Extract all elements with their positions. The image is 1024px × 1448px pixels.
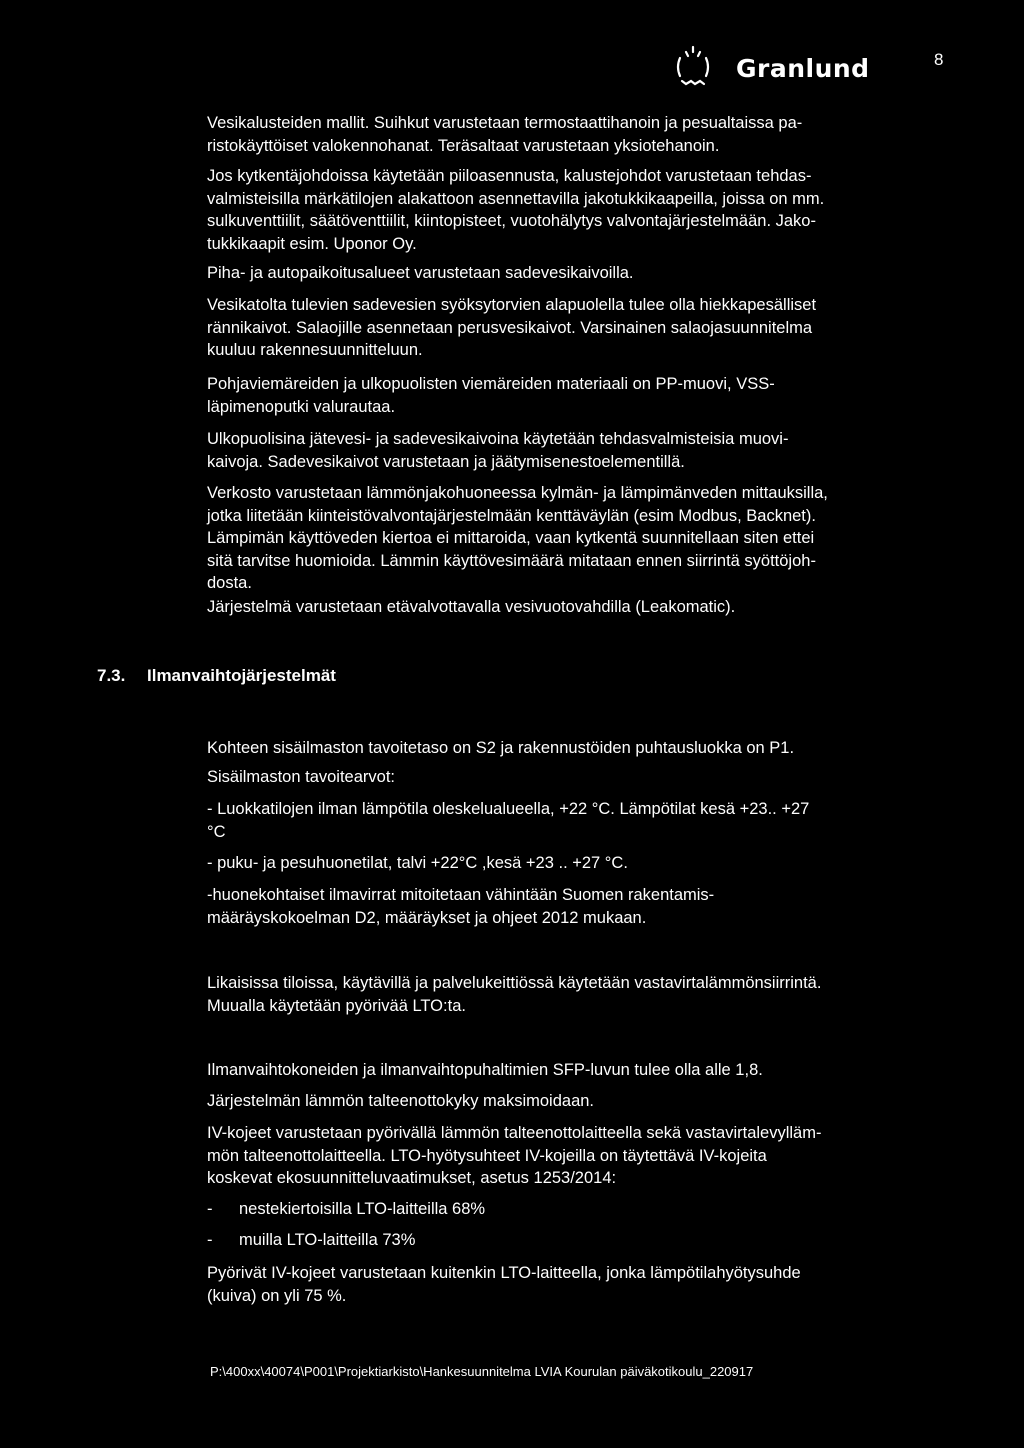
footer-file-path: P:\400xx\40074\P001\Projektiarkisto\Hankesuunnitelma LVIA Kourulan päiväkotikoulu_220917	[210, 1364, 754, 1379]
paragraph-piha: Piha- ja autopaikoitusalueet varustetaan sadevesikaivoilla.	[207, 264, 634, 282]
paragraph-sfp: Ilmanvaihtokoneiden ja ilmanvaihtopuhaltimien SFP-luvun tulee olla alle 1,8.	[207, 1061, 763, 1079]
paragraph-lammon-talteenotto: Järjestelmän lämmön talteenottokyky maksimoidaan.	[207, 1092, 595, 1110]
bullet-marker: -	[207, 1231, 213, 1249]
logo-text: Granlund	[736, 53, 870, 83]
paragraph-pohjaviemarit: Pohjaviemäreiden ja ulkopuolisten viemäreiden materiaali on PP-muovi, VSS- läpimenoputki valurautaa.	[207, 375, 775, 416]
paragraph-ulkopuoliset-kaivot: Ulkopuolisina jätevesi- ja sadevesikaivoina käytetään tehdasvalmisteisia muovi- kaivoja. Sadevesikaivot varustetaan ja jäätymisenestoelementillä.	[207, 430, 789, 471]
bullet-text: nestekiertoisilla LTO-laitteilla 68%	[239, 1200, 486, 1218]
paragraph-tavoitearvot: Sisäilmaston tavoitearvot:	[207, 768, 396, 786]
company-logo	[668, 40, 870, 96]
bullet-marker: -	[207, 1200, 213, 1218]
paragraph-sisailmastotaso: Kohteen sisäilmaston tavoitetaso on S2 ja rakennustöiden puhtausluokka on P1.	[207, 739, 795, 757]
section-number: 7.3.	[97, 666, 126, 685]
list-item	[207, 1229, 927, 1252]
paragraph-verkosto: Verkosto varustetaan lämmönjakohuoneessa kylmän- ja lämpimänveden mittauksilla, jotka liitetään kiinteistövalvontajärjestelmään kenttäväylän (esim Modbus, Backnet). Lämpimän käyttöveden kiertoa ei mittaroida, vaan kytkentä suunnitellaan siten ettei sitä tarvitse huomioida. Lämmin käyttövesimäärä mitataan ennen siirrintä syöttöjoh- dosta.	[207, 484, 828, 592]
paragraph-ilmavirrat: -huonekohtaiset ilmavirrat mitoitetaan vähintään Suomen rakentamis- määräyskokoelman D2, määräykset ja ohjeet 2012 mukaan.	[207, 886, 715, 927]
list-item	[207, 1198, 927, 1221]
granlund-logo-icon	[668, 43, 718, 93]
paragraph-pyorivat-kojeet: Pyörivät IV-kojeet varustetaan kuitenkin LTO-laitteella, jonka lämpötilahyötysuhde (kuiva) on yli 75 %.	[207, 1264, 801, 1305]
paragraph-vesikalusteet: Vesikalusteiden mallit. Suihkut varustetaan termostaattihanoin ja pesualtaissa pa- ristokäyttöiset valokennohanat. Teräsaltaat varustetaan yksiotehanoin.	[207, 114, 803, 155]
bullet-text: muilla LTO-laitteilla 73%	[239, 1231, 416, 1249]
paragraph-vesivuotovahti: Järjestelmä varustetaan etävalvottavalla vesivuotovahdilla (Leakomatic).	[207, 598, 736, 616]
paragraph-pukuhuoneet: - puku- ja pesuhuonetilat, talvi +22°C ,kesä +23 .. +27 °C.	[207, 854, 628, 872]
paragraph-luokkatilat: - Luokkatilojen ilman lämpötila oleskelualueella, +22 °C. Lämpötilat kesä +23.. +27 °C	[207, 800, 810, 841]
section-title: Ilmanvaihtojärjestelmät	[147, 666, 336, 685]
paragraph-lto-tyypit: Likaisissa tiloissa, käytävillä ja palvelukeittiössä käytetään vastavirtalämmönsiirrintä. Muualla käytetään pyörivää LTO:ta.	[207, 974, 822, 1015]
section-heading	[97, 666, 336, 686]
page-number: 8	[934, 50, 944, 69]
paragraph-kytkentajohdot: Jos kytkentäjohdoissa käytetään piiloasennusta, kalustejohdot varustetaan tehdas- valmisteisilla märkätilojen alakattoon asennettavilla jakotukkikaapeilla, joissa on mm. sulkuventtiilit, säätöventtiilit, kiintopisteet, vuotohälytys valvontajärjestelmään. Jako- tukkikaapit esim. Uponor Oy.	[207, 167, 825, 253]
paragraph-iv-kojeet: IV-kojeet varustetaan pyörivällä lämmön talteenottolaitteella sekä vastavirtalevylläm- mön talteenottolaitteella. LTO-hyötysuhteet IV-kojeilla on täytettävä IV-kojeita koskevat ekosuunnitteluvaatimukset, asetus 1253/2014:	[207, 1124, 822, 1187]
paragraph-sadevesi: Vesikatolta tulevien sadevesien syöksytorvien alapuolella tulee olla hiekkapesälliset rännikaivot. Salaojille asennetaan perusvesikaivot. Varsinainen salaojasuunnitelma kuuluu rakennesuunnitteluun.	[207, 296, 817, 359]
